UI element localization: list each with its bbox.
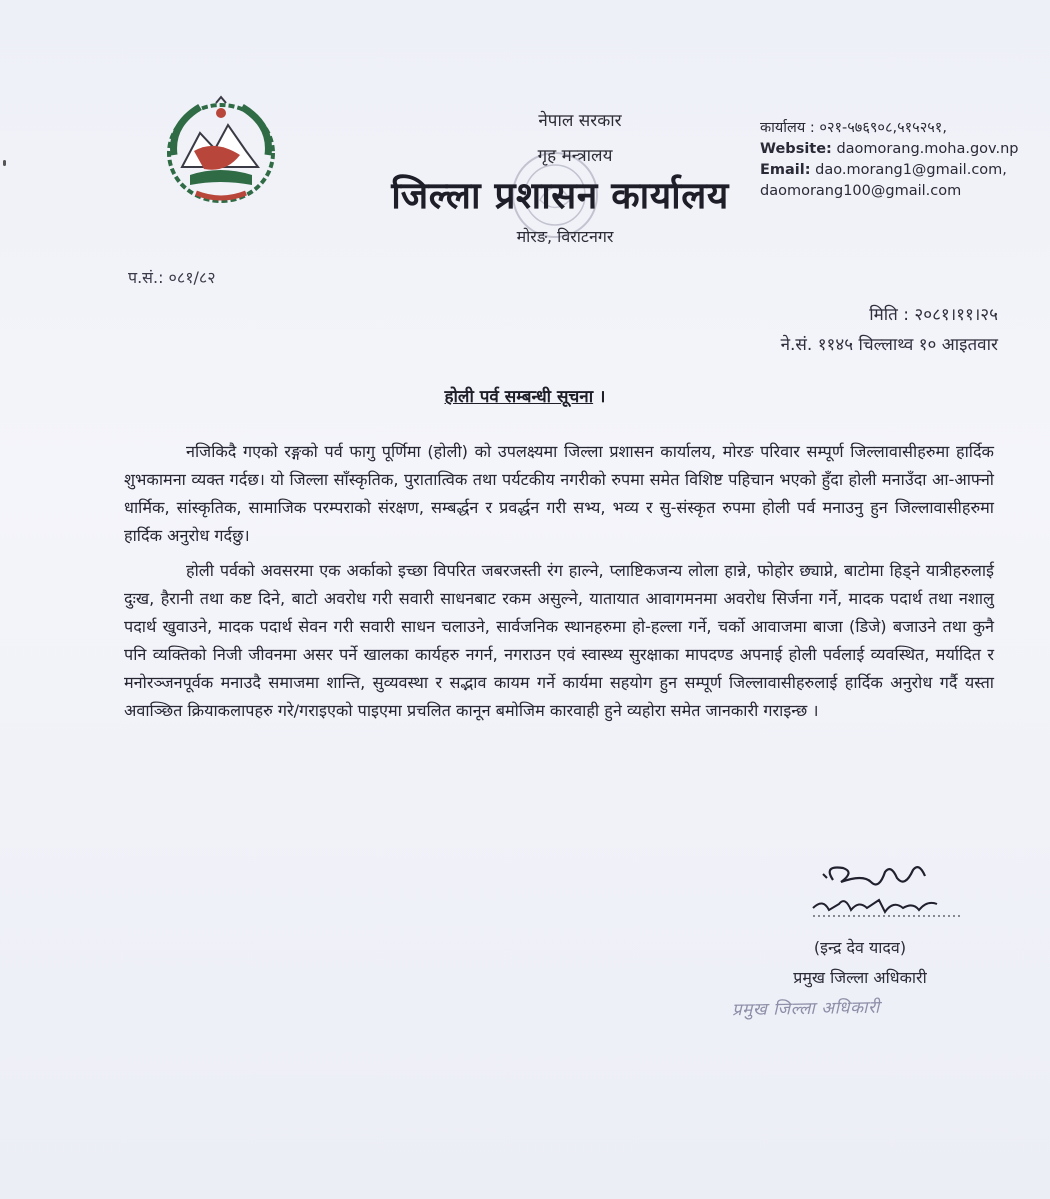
office-title: जिल्ला प्रशासन कार्यालय [391, 173, 729, 217]
nepal-emblem-icon [160, 95, 282, 207]
email-line-2 [760, 181, 1045, 202]
paper-speck [3, 160, 6, 166]
designation-stamp: प्रमुख जिल्ला अधिकारी [731, 997, 881, 1021]
website-link[interactable]: daomorang.moha.gov.np [836, 141, 1019, 157]
signer-title: प्रमुख जिल्ला अधिकारी [793, 968, 927, 987]
notice-subject [0, 384, 1050, 407]
letterhead [360, 108, 760, 247]
website-line [760, 139, 1045, 160]
reference-number: प.सं.: ०८१/८२ [128, 268, 216, 287]
phone-line [760, 118, 1045, 139]
date-miti: मिति : २०८१।११।२५ [869, 305, 998, 325]
subject-text: होली पर्व सम्बन्धी सूचना [444, 387, 594, 407]
email-link-2[interactable]: daomorang100@gmail.com [760, 183, 962, 199]
handwritten-signature-icon [793, 860, 963, 930]
email-line [760, 160, 1045, 181]
government-name: नेपाल सरकार [538, 111, 622, 131]
contact-info [760, 118, 1045, 202]
notice-body [124, 438, 994, 732]
body-paragraph: नजिकिदै गएको रङ्गको पर्व फागु पूर्णिमा (होली) को उपलक्ष्यमा जिल्ला प्रशासन कार्यालय, मोरङ परिवार सम्पूर्ण जिल्लावासीहरुमा हार्दिक शुभकामना व्यक्त गर्दछ। यो जिल्ला साँस्कृतिक, पुरातात्विक तथा पर्यटकीय नगरीको रुपमा समेत विशिष्ट पहिचान भएको हुँदा होली मनाउँदा आ-आफ्नो धार्मिक, सांस्कृतिक, सामाजिक परम्पराको संरक्षण, सम्बर्द्धन र प्रवर्द्धन गरी सभ्य, भव्य र सु-संस्कृत रुपमा होली पर्व मनाउनु हुन जिल्लावासीहरुमा हार्दिक अनुरोध गर्दछु। [124, 442, 994, 545]
date-block [781, 300, 998, 360]
signature-block [740, 860, 980, 988]
office-location: मोरङ, विराटनगर [516, 227, 614, 246]
subject-end: । [593, 387, 606, 407]
body-paragraph: होली पर्वको अवसरमा एक अर्काको इच्छा विपरित जबरजस्ती रंग हाल्ने, प्लाष्टिकजन्य लोला हान्ने, फोहोर छ्याप्ने, बाटोमा हिड्ने यात्रीहरुलाई दुःख, हैरानी तथा कष्ट दिने, बाटो अवरोध गरी सवारी साधनबाट रकम असुल्ने, यातायात आवागमनमा अवरोध सिर्जना गर्ने, मादक पदार्थ तथा नशालु पदार्थ खुवाउने, मादक पदार्थ सेवन गरी सवारी साधन चलाउने, सार्वजनिक स्थानहरुमा हो-हल्ला गर्ने, चर्को आवाजमा बाजा (डिजे) बजाउने तथा कुनै पनि व्यक्तिको निजी जीवनमा असर पर्ने खालका कार्यहरु नगर्न, नगराउन एवं स्वास्थ्य सुरक्षाका मापदण्ड अपनाई होली पर्वलाई व्यवस्थित, मर्यादित र मनोरञ्जनपूर्वक मनाउदै समाजमा शान्ति, सुव्यवस्था र सद्भाव कायम गर्ने कार्यमा सहयोग हुन सम्पूर्ण जिल्लावासीहरुलाई हार्दिक अनुरोध गर्दै यस्ता अवाञ्छित क्रियाकलापहरु गरे/गराइएको पाइएमा प्रचलित कानून बमोजिम कारवाही हुने व्यहोरा समेत जानकारी गराइन्छ । [124, 561, 994, 720]
date-nepal-sambat: ने.सं. ११४५ चिल्लाथ्व १० आइतवार [780, 335, 998, 355]
phone-label: कार्यालय : [760, 120, 815, 136]
signer-name: (इन्द्र देव यादव) [813, 938, 907, 957]
email-label: Email: [760, 162, 811, 178]
ministry-name: गृह मन्त्रालय [537, 146, 613, 166]
website-label: Website: [760, 141, 832, 157]
email-link-1[interactable]: dao.morang1@gmail.com, [815, 162, 1007, 178]
phone-number: ०२१-५७६९०८,५१५२५१, [819, 120, 947, 136]
